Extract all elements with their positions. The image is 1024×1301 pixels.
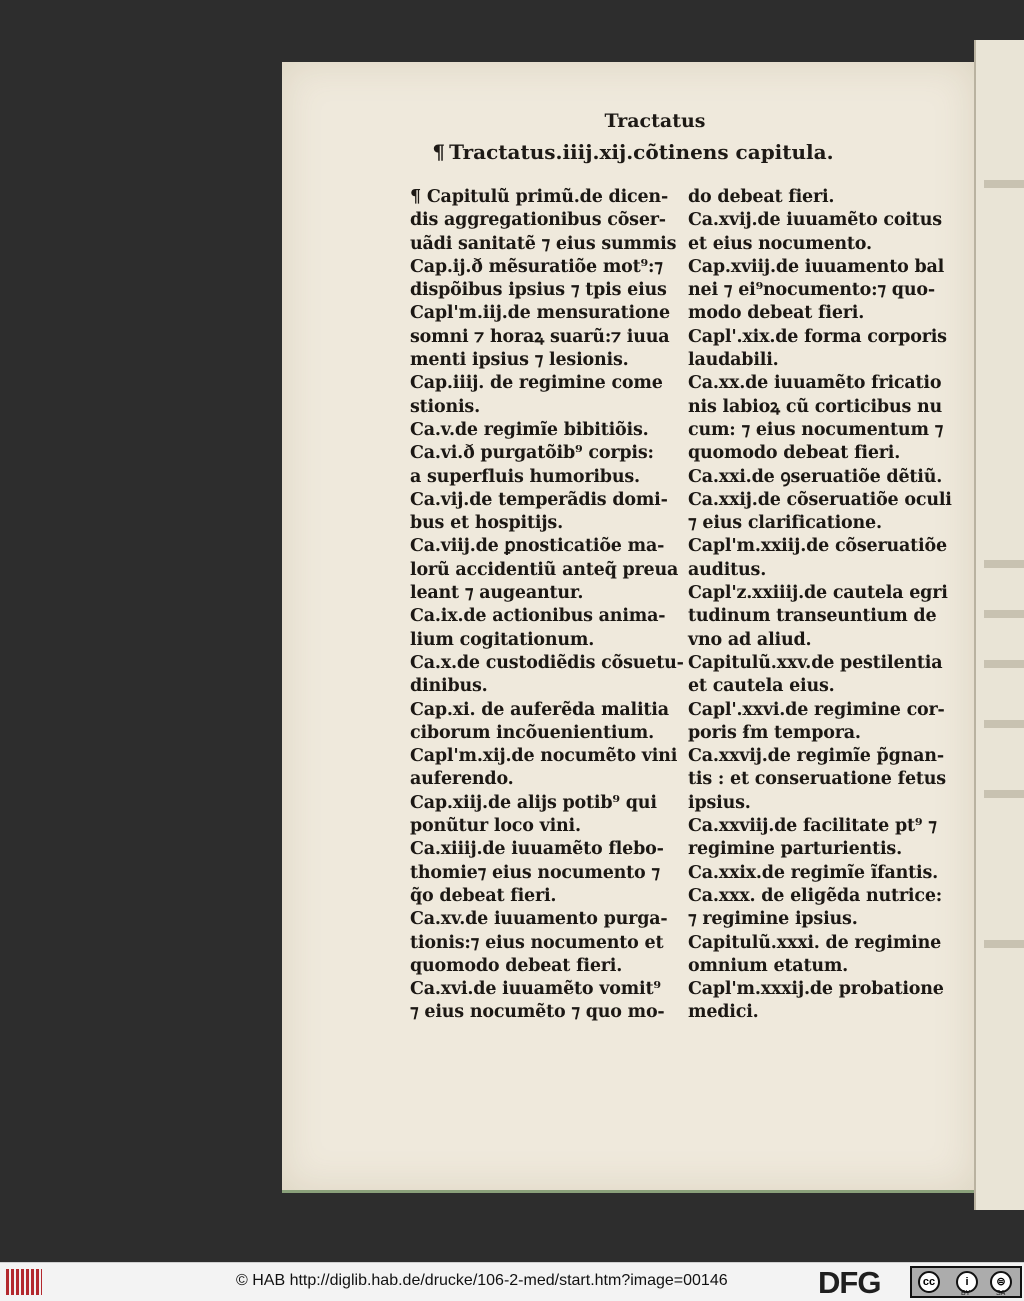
text-line: medici.	[688, 1002, 759, 1023]
sa-label: SA	[996, 1290, 1006, 1297]
text-line: dinibus.	[410, 676, 488, 697]
pilcrow-mark: ¶	[432, 140, 446, 164]
text-line: Capl'm.xij.de nocumẽto vini	[410, 746, 678, 767]
text-line: ponũtur loco vini.	[410, 816, 581, 837]
text-line: dispõibus ipsius ⁊ tpis eius	[410, 280, 667, 301]
text-line: quomodo debeat fieri.	[410, 955, 623, 976]
text-line: Ca.xiiij.de iuuamẽto flebo-	[410, 839, 664, 860]
text-line: auditus.	[688, 559, 767, 580]
text-line: nei ⁊ ei⁹nocumento:⁊ quo-	[688, 280, 935, 301]
text-line: q̃o debeat fieri.	[410, 885, 557, 906]
text-line: ¶ Capitulũ primũ.de dicen-	[410, 187, 669, 207]
text-line: Cap.xi. de auferẽda malitia	[410, 699, 669, 720]
text-line: Capl'.xxvi.de regimine cor-	[688, 699, 945, 720]
text-line: stionis.	[410, 396, 480, 417]
text-line: modo debeat fieri.	[688, 303, 865, 324]
text-line: lorũ accidentiũ anteq̃ preua	[410, 559, 679, 580]
text-line: Cap.xviij.de iuuamento bal	[688, 256, 945, 277]
text-line: nis labioꝝ cũ corticibus nu	[688, 396, 943, 417]
text-line: Cap.xiij.de alijs potib⁹ qui	[410, 792, 657, 813]
text-line: regimine parturientis.	[688, 839, 902, 860]
dfg-logo: DFG	[818, 1265, 881, 1300]
text-line: Ca.xx.de iuuamẽto fricatio	[688, 373, 942, 394]
chapter-list-right-column	[688, 186, 958, 1025]
text-line: Ca.v.de regimĩe bibitiõis.	[410, 419, 649, 440]
tractatus-title	[282, 140, 974, 164]
text-line: ciborum incõuenientium.	[410, 722, 655, 743]
text-line: Ca.xvi.de iuuamẽto vomit⁹	[410, 979, 661, 1000]
text-line: tudinum transeuntium de	[688, 606, 937, 627]
text-line: Capl'.xix.de forma corporis	[688, 326, 947, 347]
text-line: Cap.ij.ð mẽsuratiõe mot⁹:⁊	[410, 256, 663, 277]
text-line: Ca.ix.de actionibus anima-	[410, 606, 666, 627]
text-line: et cautela eius.	[688, 676, 835, 697]
text-line: menti ipsius ⁊ lesionis.	[410, 350, 629, 371]
text-line: tionis:⁊ eius nocumento et	[410, 932, 664, 953]
text-line: Ca.vij.de temperãdis domi-	[410, 489, 668, 510]
text-line: Capl'm.xxiij.de cõseruatiõe	[688, 536, 947, 557]
text-line: ⁊ eius nocumẽto ⁊ quo mo-	[410, 1002, 665, 1023]
text-line: Ca.xxij.de cõseruatiõe oculi	[688, 489, 952, 510]
text-line: et eius nocumento.	[688, 233, 872, 254]
chapter-list-left-column	[410, 186, 684, 1025]
text-line: a superfluis humoribus.	[410, 466, 640, 487]
hab-logo-icon	[6, 1269, 42, 1295]
text-line: auferendo.	[410, 769, 514, 790]
by-label: BY	[961, 1290, 971, 1297]
tractatus-title-text: Tractatus.iiij.xij.cõtinens capitula.	[449, 140, 834, 164]
text-line: Ca.xxx. de eligẽda nutrice:	[688, 885, 943, 906]
text-line: Ca.x.de custodiẽdis cõsuetu-	[410, 652, 684, 673]
text-line: Capl'm.xxxij.de probatione	[688, 979, 944, 1000]
cc-license-badge[interactable]	[910, 1266, 1022, 1298]
text-line: Ca.xv.de iuuamento purga-	[410, 909, 668, 930]
text-line: dis aggregationibus cõser-	[410, 210, 666, 231]
cc-icon: cc	[918, 1271, 940, 1293]
text-line: Ca.viij.de ꝑnosticatiõe ma-	[410, 536, 665, 557]
text-line: vno ad aliud.	[688, 629, 812, 650]
text-line: cum: ⁊ eius nocumentum ⁊	[688, 419, 944, 440]
text-line: Capitulũ.xxv.de pestilentia	[688, 652, 943, 673]
text-line: do debeat fieri.	[688, 187, 835, 207]
copyright-link[interactable]: © HAB http://diglib.hab.de/drucke/106-2-med/start.htm?image=00146	[236, 1272, 728, 1289]
book-page	[282, 62, 974, 1193]
share-alike-icon: ⊜	[990, 1271, 1012, 1293]
text-line: lium cogitationum.	[410, 629, 595, 650]
text-line: omnium etatum.	[688, 955, 849, 976]
text-line: somni ⁊ horaꝝ suarũ:⁊ iuua	[410, 326, 670, 347]
text-line: uãdi sanitatẽ ⁊ eius summis	[410, 233, 677, 254]
attribution-icon: i	[956, 1271, 978, 1293]
text-line: Ca.vi.ð purgatõib⁹ corpis:	[410, 443, 654, 464]
text-line: Capl'm.iij.de mensuratione	[410, 303, 670, 324]
text-line: ⁊ regimine ipsius.	[688, 909, 858, 930]
text-line: quomodo debeat fieri.	[688, 443, 901, 464]
text-line: Ca.xxix.de regimĩe ĩfantis.	[688, 862, 939, 883]
text-line: poris ẜm tempora.	[688, 722, 861, 743]
text-line: bus et hospitijs.	[410, 513, 563, 534]
text-line: tis : et conseruatione fetus	[688, 769, 946, 790]
text-line: Capl'z.xxiiij.de cautela egri	[688, 583, 948, 604]
text-line: Capitulũ.xxxi. de regimine	[688, 932, 942, 953]
text-line: Ca.xxvij.de regimĩe p̃gnan-	[688, 746, 944, 767]
text-line: thomie⁊ eius nocumento ⁊	[410, 862, 660, 883]
footer-bar	[0, 1262, 1024, 1301]
text-line: ⁊ eius clarificatione.	[688, 513, 882, 534]
text-line: Cap.iiij. de regimine come	[410, 373, 663, 394]
text-line: Ca.xvij.de iuuamẽto coitus	[688, 210, 942, 231]
running-head: Tractatus	[604, 110, 706, 132]
text-line: leant ⁊ augeantur.	[410, 583, 584, 604]
text-line: Ca.xxviij.de facilitate pt⁹ ⁊	[688, 816, 937, 837]
facing-page-edge	[974, 40, 1024, 1210]
text-line: ipsius.	[688, 792, 751, 813]
text-line: Ca.xxi.de ꝯseruatiõe dẽtiũ.	[688, 466, 943, 487]
text-line: laudabili.	[688, 350, 779, 371]
